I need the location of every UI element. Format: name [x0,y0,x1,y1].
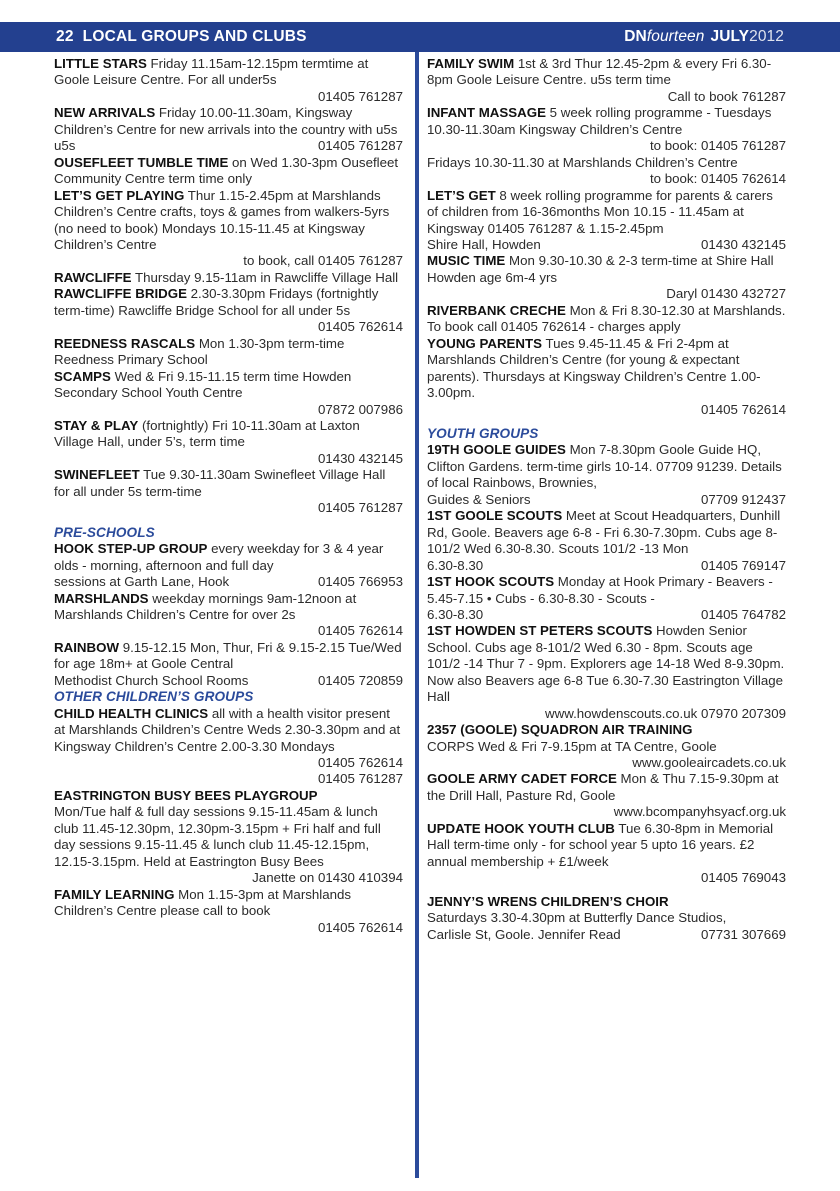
listing-phone: 01405 762614 [317,623,403,639]
issue-year: 2012 [749,28,784,45]
listing-phone: 01405 720859 [317,672,403,688]
listing-body: Wed & Fri 9.15-11.15 term time Howden Secondary School Youth Centre [54,368,352,401]
listing-website: www.gooleaircadets.co.uk [632,755,786,771]
listing-entry [54,541,403,574]
masthead-left [56,28,307,46]
section-title: LOCAL GROUPS AND CLUBS [82,28,307,45]
listing-body: CORPS Wed & Fri 7-9.15pm at TA Centre, Goole [427,738,717,754]
listing-phone: 01405 761287 [317,500,403,516]
listing-body: Mon & Thu 7.15-9.30pm at the Drill Hall, Pasture Rd, Goole [427,771,779,803]
listing-title: 1ST GOOLE SCOUTS [427,508,563,524]
listing-phone-row [427,558,786,574]
listing-phone-context: sessions at Garth Lane, Hook [54,574,230,590]
section-heading-other-childrens-groups: OTHER CHILDREN’S GROUPS [54,689,254,705]
listing-title: RAWCLIFFE [54,269,132,285]
listing-phone-row [427,492,786,508]
listing-entry [54,467,403,516]
listing-entry [427,894,786,927]
listing-body-secondary: To book call 01405 762614 - charges apply [427,319,681,335]
listing-body: Mon/Tue half & full day sessions 9.15-11.45am & lunch club 11.45-12.30pm, 12.30pm-3.15pm + Fri half and full day sessions 9.15-11.45 & lunch club 11.45-12.15pm, 12.15-3.15pm. Held at Eastrington Busy Bees [54,804,381,869]
listing-entry [54,591,403,640]
listing-title: CHILD HEALTH CLINICS [54,705,209,721]
listing-title: 19TH GOOLE GUIDES [427,442,566,458]
listing-entry [427,188,786,237]
listing-body-secondary: Fridays 10.30-11.30 at Marshlands Children’s Centre [427,154,738,170]
listing-title: GOOLE ARMY CADET FORCE [427,771,617,787]
listing-entry [54,188,403,270]
listing-phone-secondary: to book: 01405 762614 [649,171,786,187]
listing-entry [54,369,403,418]
listing-title: RAINBOW [54,639,119,655]
listing-phone: 01405 762614 [317,755,403,771]
masthead-content [0,22,840,52]
listing-title: 1ST HOWDEN ST PETERS SCOUTS [427,623,653,639]
listing-body: weekday mornings 9am-12noon at Marshlands Children’s Centre for over 2s [54,590,357,622]
brand-fourteen: fourteen [646,28,705,45]
listing-title: INFANT MASSAGE [427,105,546,121]
listing-website: www.bcompanyhsyacf.org.uk [613,804,786,820]
listing-entry [427,105,786,187]
listing-entry [54,418,403,467]
listing-phone: 01405 762614 [317,919,403,935]
listing-body: 2.30-3.30pm Fridays (fortnightly term-time) Rawcliffe Bridge School for all under 5s [54,286,379,318]
listing-entry [54,56,403,105]
listing-phone: 07872 007986 [317,401,403,417]
listing-body: on Wed 1.30-3pm Ousefleet Community Centre term time only [54,154,399,187]
listing-title: UPDATE HOOK YOUTH CLUB [427,820,615,836]
listing-body: 8 week rolling programme for parents & carers of children from 16-36months Mon 10.15 - 11.45am at Kingsway 01405 761287 & 1.15-2.45pm [427,187,773,236]
listing-entry [54,105,403,138]
listing-body: 5 week rolling programme - Tuesdays 10.30-11.30am Kingsway Children’s Centre [427,105,772,137]
listing-body: Tue 9.30-11.30am Swinefleet Village Hall for all under 5s term-time [54,467,386,499]
listing-phone-row [427,607,786,623]
listing-body: (fortnightly) Fri 10-11.30am at Laxton Village Hall, under 5’s, term time [54,417,360,450]
listing-body: Mon 9.30-10.30 & 2-3 term-time at Shire Hall Howden age 6m-4 yrs [427,253,774,285]
listing-phone: 01430 432145 [317,450,403,466]
listing-entry [54,640,403,673]
listing-phone: to book, call 01405 761287 [243,253,403,269]
spacer [427,887,786,894]
listing-entry [54,706,403,788]
right-column [427,56,786,943]
listing-phone: 01405 764782 [700,606,786,622]
listing-title: SWINEFLEET [54,467,140,483]
listing-entry [427,303,786,336]
listing-body: Thursday 9.15-11am in Rawcliffe Village Hall [131,269,399,285]
listing-title: RIVERBANK CRECHE [427,302,566,318]
listing-phone-row [54,574,403,590]
listing-title: LET’S GET [427,187,496,203]
listing-entry [427,56,786,105]
listing-title: 1ST HOOK SCOUTS [427,574,555,590]
listing-title: NEW ARRIVALS [54,105,156,121]
page-number: 22 [56,28,74,45]
listing-body: Tues 9.45-11.45 & Fri 2-4pm at Marshlands Children’s Centre (for young & expectant parents). Thursdays at Kingsway Children’s Centre 1.00-3.00pm. [427,335,761,401]
listing-website-phone: www.howdenscouts.co.uk 07970 207309 [545,705,786,721]
listing-body: Friday 10.00-11.30am, Kingsway Children’s Centre for new arrivals into the country with u5s [54,105,398,137]
left-column [54,56,403,936]
listing-entry [427,821,786,887]
listing-phone: Call to book 761287 [667,88,786,104]
listing-phone-row [54,138,403,154]
listing-body: 1st & 3rd Thur 12.45-2pm & every Fri 6.30-8pm Goole Leisure Centre. u5s term time [427,56,772,88]
listing-phone: 07709 912437 [700,491,786,507]
listing-phone: Janette on 01430 410394 [252,870,403,886]
listing-title: HOOK STEP-UP GROUP [54,541,208,557]
listing-title: OUSEFLEET TUMBLE TIME [54,154,229,170]
listing-title: EASTRINGTON BUSY BEES PLAYGROUP [54,787,318,803]
listing-entry [54,155,403,188]
listing-body: Tue 6.30-8pm in Memorial Hall term-time only - for school year 5 upto 16 years. £2 annual membership + £1/week [427,820,774,869]
listing-entry [427,253,786,302]
listing-entry [427,623,786,722]
masthead-right [624,28,784,46]
listing-title: JENNY’S WRENS CHILDREN’S CHOIR [427,893,669,909]
listing-title: FAMILY SWIM [427,56,515,71]
listing-body: 9.15-12.15 Mon, Thur, Fri & 9.15-2.15 Tue/Wed for age 18m+ at Goole Central [54,639,402,672]
listing-phone-row [427,237,786,253]
listing-entry [427,336,786,418]
listing-title: LET’S GET PLAYING [54,187,185,203]
listing-phone-row [427,927,786,943]
listing-entry [427,574,786,607]
listing-phone: 01405 762614 [317,319,403,335]
listing-phone: 01430 432145 [700,236,786,252]
listing-body: Saturdays 3.30-4.30pm at Butterfly Dance Studios, [427,910,727,926]
listing-phone-context: Shire Hall, Howden [427,236,541,252]
masthead-bar [0,22,840,52]
listing-phone-context: Carlisle St, Goole. Jennifer Read [427,926,621,942]
listing-entry [54,788,403,887]
listing-body: Howden Senior School. Cubs age 8-101/2 Wed 6.30 - 8pm. Scouts age 101/2 -14 Thur 7 - 9pm. Explorers age 14-18 Wed 8-9.30pm. Now also Beavers age 6-8 Tue 6.30-7.30 Eastrington Village Hall [427,623,785,705]
section-heading-youth-groups: YOUTH GROUPS [427,425,539,441]
brand-dn: DN [624,28,647,45]
listing-body: all with a health visitor present at Marshlands Children’s Centre Weds 2.30-3.30pm and at Kingsway Children’s Centre 2.00-3.30 Mondays [54,705,401,754]
listing-title: LITTLE STARS [54,56,147,71]
listing-phone: 01405 769147 [700,557,786,573]
listing-body: Mon 1.30-3pm term-time Reedness Primary School [54,335,345,368]
listing-title: MUSIC TIME [427,253,506,269]
listing-phone-context: u5s [54,138,76,154]
listing-phone: to book: 01405 761287 [649,138,786,154]
listing-body: Mon & Fri 8.30-12.30 at Marshlands. [565,302,786,318]
issue-month: JULY [710,28,750,45]
listing-title: MARSHLANDS [54,590,149,606]
listing-title: REEDNESS RASCALS [54,335,196,351]
listing-entry [427,442,786,491]
listing-phone-secondary: 01405 761287 [317,771,403,787]
section-heading-pre-schools: PRE-SCHOOLS [54,524,155,540]
listing-body: Mon 1.15-3pm at Marshlands Children’s Centre please call to book [54,886,352,919]
listing-title: SCAMPS [54,368,111,384]
listing-entry [54,887,403,936]
listing-title: RAWCLIFFE BRIDGE [54,286,187,302]
listing-body: Friday 11.15am-12.15pm termtime at Goole Leisure Centre. For all under5s [54,56,369,88]
listing-body: Monday at Hook Primary - Beavers - 5.45-7.15 • Cubs - 6.30-8.30 - Scouts - [427,574,773,606]
listing-phone: Daryl 01430 432727 [666,286,786,302]
listing-entry [54,270,403,286]
listing-title: YOUNG PARENTS [427,335,543,351]
listing-phone: 07731 307669 [700,926,786,942]
listing-phone: 01405 761287 [317,88,403,104]
listing-phone: 01405 762614 [700,401,786,417]
listing-phone: 01405 761287 [317,138,403,154]
listing-phone-context: Guides & Seniors [427,491,531,507]
listing-phone-context: 6.30-8.30 [427,606,484,622]
listing-body: every weekday for 3 & 4 year olds - morning, afternoon and full day [54,541,384,573]
listing-body: Mon 7-8.30pm Goole Guide HQ, Clifton Gardens. term-time girls 10-14. 07709 91239. Details of local Rainbows, Brownies, [427,442,782,491]
listing-body: Thur 1.15-2.45pm at Marshlands Children’s Centre crafts, toys & games from walkers-5yrs (no need to book) Mondays 10.15-11.45 at Kingsway Children’s Centre [54,187,390,252]
listing-phone: 01405 769043 [700,870,786,886]
listing-entry [54,286,403,335]
listing-phone: 01405 766953 [317,574,403,590]
listing-title: FAMILY LEARNING [54,886,175,902]
listing-entry [427,722,786,771]
listing-phone-context: Methodist Church School Rooms [54,672,249,688]
listing-entry [427,508,786,557]
listing-entry [427,771,786,820]
listing-body: Meet at Scout Headquarters, Dunhill Rd, Goole. Beavers age 6-8 - Fri 6.30-7.30pm. Cubs age 8-101/2 Wed 6.30-8.30. Scouts 101/2 -13 Mon [427,508,781,557]
listing-entry [54,336,403,369]
listing-title: 2357 (GOOLE) SQUADRON AIR TRAINING [427,722,693,738]
listing-phone-context: 6.30-8.30 [427,557,484,573]
listing-phone-row [54,673,403,689]
article-columns [0,56,840,1176]
listing-title: STAY & PLAY [54,417,139,433]
